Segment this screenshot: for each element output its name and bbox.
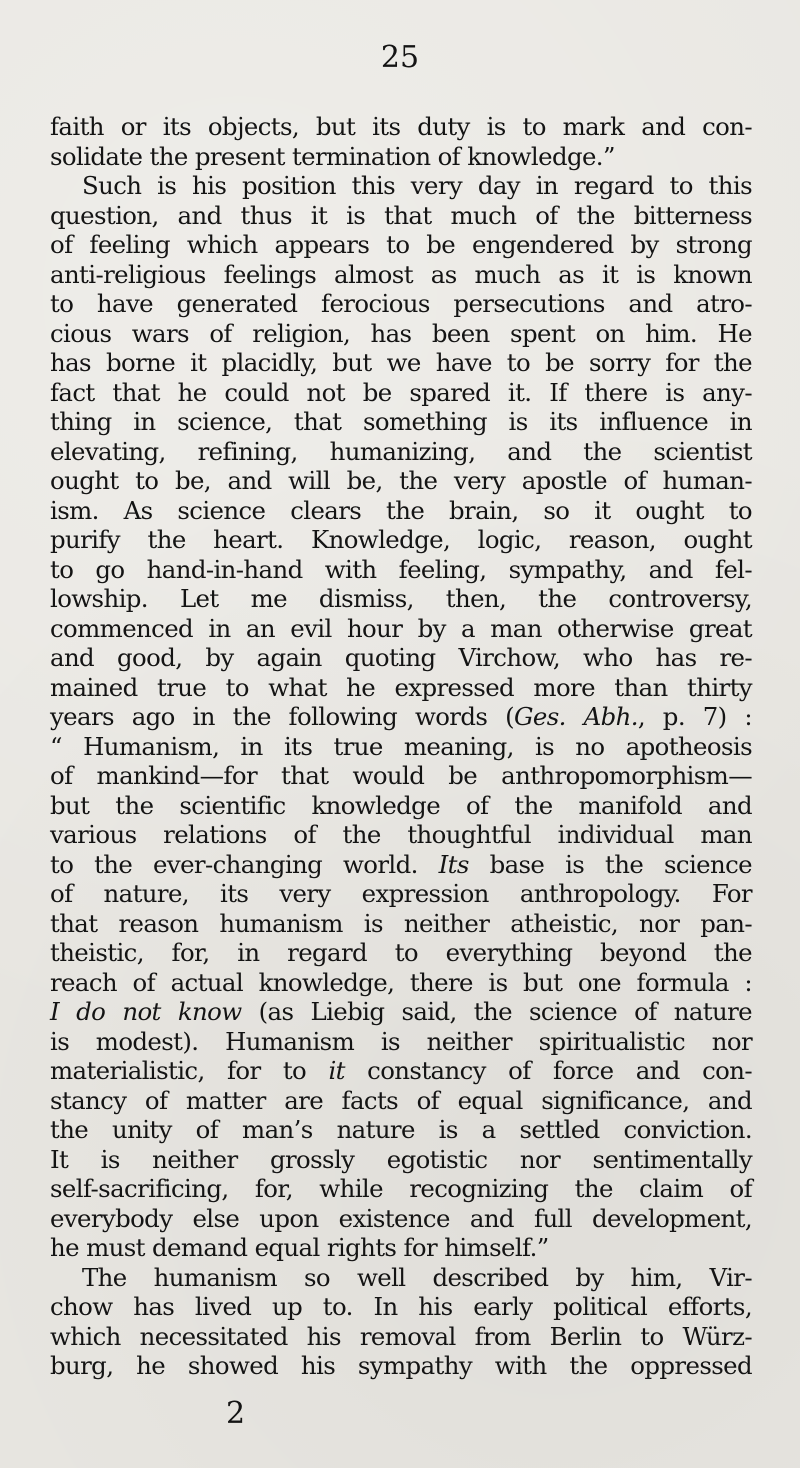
- text-run: stancy of matter are facts of equal significance, and: [50, 1085, 752, 1115]
- text-run: of mankind—for that would be anthropomorphism—: [50, 761, 752, 790]
- text-run: is modest). Humanism is neither spiritualistic nor: [50, 1026, 752, 1056]
- text-line: [50, 614, 752, 644]
- text-line: [50, 1174, 752, 1204]
- text-run: The humanism so well described by him, Vir-: [82, 1262, 752, 1292]
- text-line: [50, 171, 752, 201]
- text-line: [50, 260, 752, 290]
- text-run: “ Humanism, in its true meaning, is no apotheosis: [50, 731, 752, 761]
- text-line: [50, 496, 752, 526]
- text-line: [50, 584, 752, 614]
- text-run: he must demand equal rights for himself.”: [50, 1233, 549, 1262]
- text-line: [50, 1351, 752, 1381]
- text-line: [50, 938, 752, 968]
- text-line: [50, 968, 752, 998]
- text-run: , p. 7) :: [637, 702, 752, 731]
- text-line: [50, 319, 752, 349]
- text-run: and good, by again quoting Virchow, who has re-: [50, 643, 752, 672]
- text-line: [50, 1115, 752, 1145]
- text-run: that reason humanism is neither atheistic, nor pan-: [50, 908, 752, 938]
- text-run: to go hand-in-hand with feeling, sympathy, and fel-: [50, 554, 752, 584]
- text-line: [50, 850, 752, 880]
- text-line: [50, 879, 752, 909]
- text-run: materialistic, for to: [50, 1056, 329, 1085]
- text-line: [50, 673, 752, 703]
- text-run: solidate the present termination of knowledge.”: [50, 141, 615, 171]
- text-line: [50, 289, 752, 319]
- text-line: [50, 112, 752, 142]
- text-run: theistic, for, in regard to everything beyond the: [50, 938, 752, 967]
- text-line: [50, 1322, 752, 1352]
- text-run: chow has lived up to. In his early political efforts,: [50, 1292, 752, 1321]
- text-line: [50, 466, 752, 496]
- text-run: which necessitated his removal from Berlin to Würz-: [50, 1321, 752, 1351]
- text-line: [50, 732, 752, 762]
- text-run: commenced in an evil hour by a man otherwise great: [50, 613, 752, 643]
- text-run: of nature, its very expression anthropology. For: [50, 879, 752, 908]
- text-run: faith or its objects, but its duty is to mark and con-: [50, 112, 752, 141]
- body-text: [50, 112, 752, 1381]
- text-run: various relations of the thoughtful individual man: [50, 820, 752, 849]
- text-line: [50, 1027, 752, 1057]
- text-run: of feeling which appears to be engendered by strong: [50, 230, 752, 259]
- text-run: ought to be, and will be, the very apostle of human-: [50, 466, 752, 495]
- text-line: [50, 1204, 752, 1234]
- text-line: [50, 201, 752, 231]
- text-line: [50, 1233, 752, 1263]
- text-run: base is the science: [468, 849, 752, 879]
- text-line: [50, 761, 752, 791]
- text-run: years ago in the following words (: [50, 702, 514, 731]
- text-line: [50, 791, 752, 821]
- text-line: [50, 1292, 752, 1322]
- text-run: constancy of force and con-: [344, 1056, 752, 1085]
- text-run: self-sacrificing, for, while recognizing the claim of: [50, 1174, 752, 1203]
- text-line: [50, 909, 752, 939]
- text-line: [50, 820, 752, 850]
- text-run: lowship. Let me dismiss, then, the controversy,: [50, 584, 752, 613]
- italic-text: I do not know: [50, 997, 242, 1026]
- text-run: It is neither grossly egotistic nor sentimentally: [50, 1144, 752, 1174]
- text-line: [50, 407, 752, 437]
- text-run: purify the heart. Knowledge, logic, reason, ought: [50, 525, 752, 554]
- text-run: elevating, refining, humanizing, and the scientist: [50, 436, 752, 466]
- text-line: [50, 378, 752, 408]
- text-run: mained true to what he expressed more than thirty: [50, 672, 752, 702]
- text-run: to have generated ferocious persecutions and atro-: [50, 289, 752, 318]
- text-line: [50, 1086, 752, 1116]
- text-line: [50, 702, 752, 732]
- text-run: ism. As science clears the brain, so it ought to: [50, 495, 752, 525]
- text-run: anti-religious feelings almost as much as it is known: [50, 259, 752, 289]
- italic-text: Its: [438, 849, 469, 879]
- text-run: to the ever-changing world.: [50, 849, 439, 879]
- text-line: [50, 230, 752, 260]
- text-run: the unity of man’s nature is a settled conviction.: [50, 1115, 752, 1144]
- text-run: (as Liebig said, the science of nature: [241, 997, 753, 1026]
- text-line: [50, 1263, 752, 1293]
- text-run: everybody else upon existence and full development,: [50, 1203, 752, 1233]
- text-run: burg, he showed his sympathy with the oppressed: [50, 1351, 752, 1380]
- text-run: question, and thus it is that much of the bitterness: [50, 200, 752, 230]
- text-run: fact that he could not be spared it. If there is any-: [50, 377, 752, 407]
- text-line: [50, 1056, 752, 1086]
- text-line: [50, 997, 752, 1027]
- text-line: [50, 348, 752, 378]
- text-line: [50, 525, 752, 555]
- text-run: has borne it placidly, but we have to be sorry for the: [50, 348, 752, 377]
- text-line: [50, 437, 752, 467]
- signature-mark: 2: [226, 1396, 246, 1431]
- page-number: 25: [380, 40, 420, 75]
- text-run: reach of actual knowledge, there is but one formula :: [50, 967, 752, 997]
- text-line: [50, 643, 752, 673]
- italic-text: Ges. Abh.: [514, 702, 638, 731]
- text-run: but the scientific knowledge of the manifold and: [50, 790, 752, 820]
- text-run: Such is his position this very day in regard to this: [82, 171, 752, 200]
- text-line: [50, 1145, 752, 1175]
- italic-text: it: [328, 1056, 345, 1085]
- text-run: cious wars of religion, has been spent on him. He: [50, 318, 752, 348]
- text-run: thing in science, that something is its influence in: [50, 407, 752, 436]
- text-line: [50, 142, 752, 172]
- text-line: [50, 555, 752, 585]
